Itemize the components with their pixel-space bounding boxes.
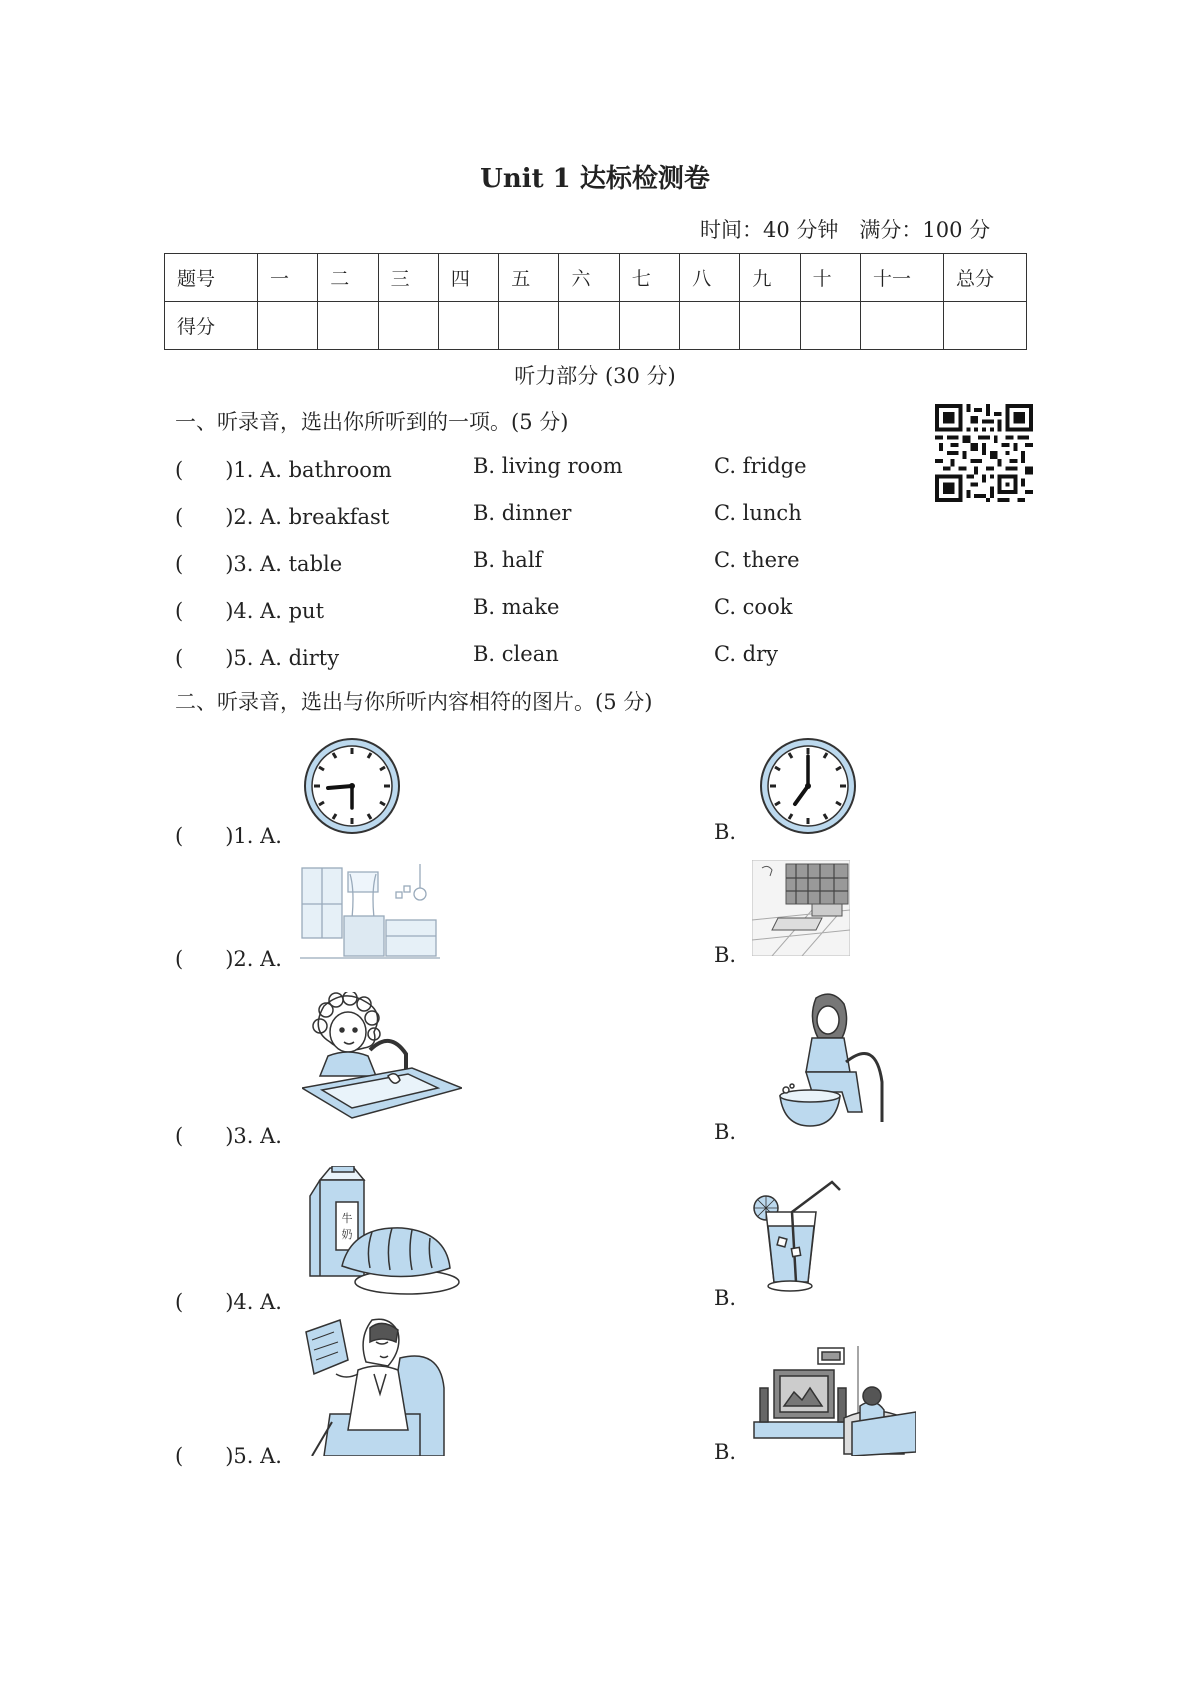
q-option-c: C. fridge [714, 454, 807, 478]
item-label-a: ( )1. A. [175, 824, 282, 848]
item-label-a: ( )4. A. [175, 1290, 282, 1314]
part1-heading: 一、听录音，选出你所听到的一项。(5 分) [175, 410, 569, 434]
score-cell[interactable] [800, 302, 860, 350]
score-cell[interactable] [861, 302, 944, 350]
score-header-cell: 六 [559, 254, 619, 302]
q-option-b: B. dinner [473, 501, 572, 525]
watching-tv-picture [748, 1346, 916, 1456]
listening-section-title: 听力部分 (30 分) [514, 364, 676, 388]
score-table-score-row [165, 302, 1027, 350]
score-table [164, 253, 1027, 350]
qr-code-icon [935, 404, 1033, 502]
score-cell[interactable] [740, 302, 800, 350]
score-cell[interactable] [619, 302, 679, 350]
score-header-cell: 三 [378, 254, 438, 302]
q-option-b: B. clean [473, 642, 559, 666]
q-option-b: B. living room [473, 454, 623, 478]
exam-meta [700, 214, 990, 244]
item-label-b: B. [714, 1440, 737, 1464]
score-header-cell: 七 [619, 254, 679, 302]
score-header-cell: 四 [438, 254, 498, 302]
q-option-c: C. cook [714, 595, 793, 619]
q-option-c: C. there [714, 548, 800, 572]
juice-glass-picture [752, 1178, 850, 1294]
item-label-a: ( )2. A. [175, 947, 282, 971]
score-header-cell: 十一 [861, 254, 944, 302]
score-cell[interactable] [559, 302, 619, 350]
girl-washing-hands-picture [302, 992, 462, 1132]
score-header-cell: 题号 [165, 254, 258, 302]
score-cell[interactable] [318, 302, 378, 350]
exam-time: 时间：40 分钟 [700, 218, 839, 242]
q-option-c: C. lunch [714, 501, 802, 525]
part2-heading: 二、听录音，选出与你所听内容相符的图片。(5 分) [175, 690, 653, 714]
item-label-b: B. [714, 1286, 737, 1310]
exam-full-score: 满分：100 分 [859, 218, 991, 242]
clock-seven-oclock-icon [758, 736, 858, 836]
score-cell[interactable] [438, 302, 498, 350]
score-header-cell: 九 [740, 254, 800, 302]
page-title: Unit 1 达标检测卷 [480, 164, 710, 194]
score-header-cell: 总分 [944, 254, 1027, 302]
q-option-a: ( )1. A. bathroom [175, 458, 392, 482]
man-reading-magazine-picture [300, 1318, 450, 1456]
kitchen-room-picture [300, 864, 440, 960]
score-cell[interactable] [499, 302, 559, 350]
score-header-cell: 八 [680, 254, 740, 302]
item-label-a: ( )3. A. [175, 1124, 282, 1148]
score-row-label: 得分 [165, 302, 258, 350]
score-header-cell: 十 [800, 254, 860, 302]
milk-label-2: 奶 [341, 1228, 353, 1241]
score-cell[interactable] [944, 302, 1027, 350]
milk-and-bread-picture [302, 1166, 462, 1298]
score-header-cell: 五 [499, 254, 559, 302]
item-label-b: B. [714, 820, 737, 844]
milk-label-1: 牛 [341, 1212, 353, 1225]
score-cell[interactable] [258, 302, 318, 350]
score-header-cell: 一 [258, 254, 318, 302]
q-option-a: ( )3. A. table [175, 552, 343, 576]
q-option-a: ( )2. A. breakfast [175, 505, 390, 529]
score-header-cell: 二 [318, 254, 378, 302]
q-option-a: ( )4. A. put [175, 599, 325, 623]
q-option-b: B. half [473, 548, 543, 572]
item-label-b: B. [714, 943, 737, 967]
item-label-b: B. [714, 1120, 737, 1144]
q-option-b: B. make [473, 595, 560, 619]
score-cell[interactable] [680, 302, 740, 350]
item-label-a: ( )5. A. [175, 1444, 282, 1468]
woman-washing-feet-picture [776, 992, 888, 1132]
score-table-header-row [165, 254, 1027, 302]
q-option-a: ( )5. A. dirty [175, 646, 340, 670]
score-cell[interactable] [378, 302, 438, 350]
living-room-picture [752, 860, 850, 956]
q-option-c: C. dry [714, 642, 779, 666]
clock-quarter-to-seven-icon [302, 736, 402, 836]
